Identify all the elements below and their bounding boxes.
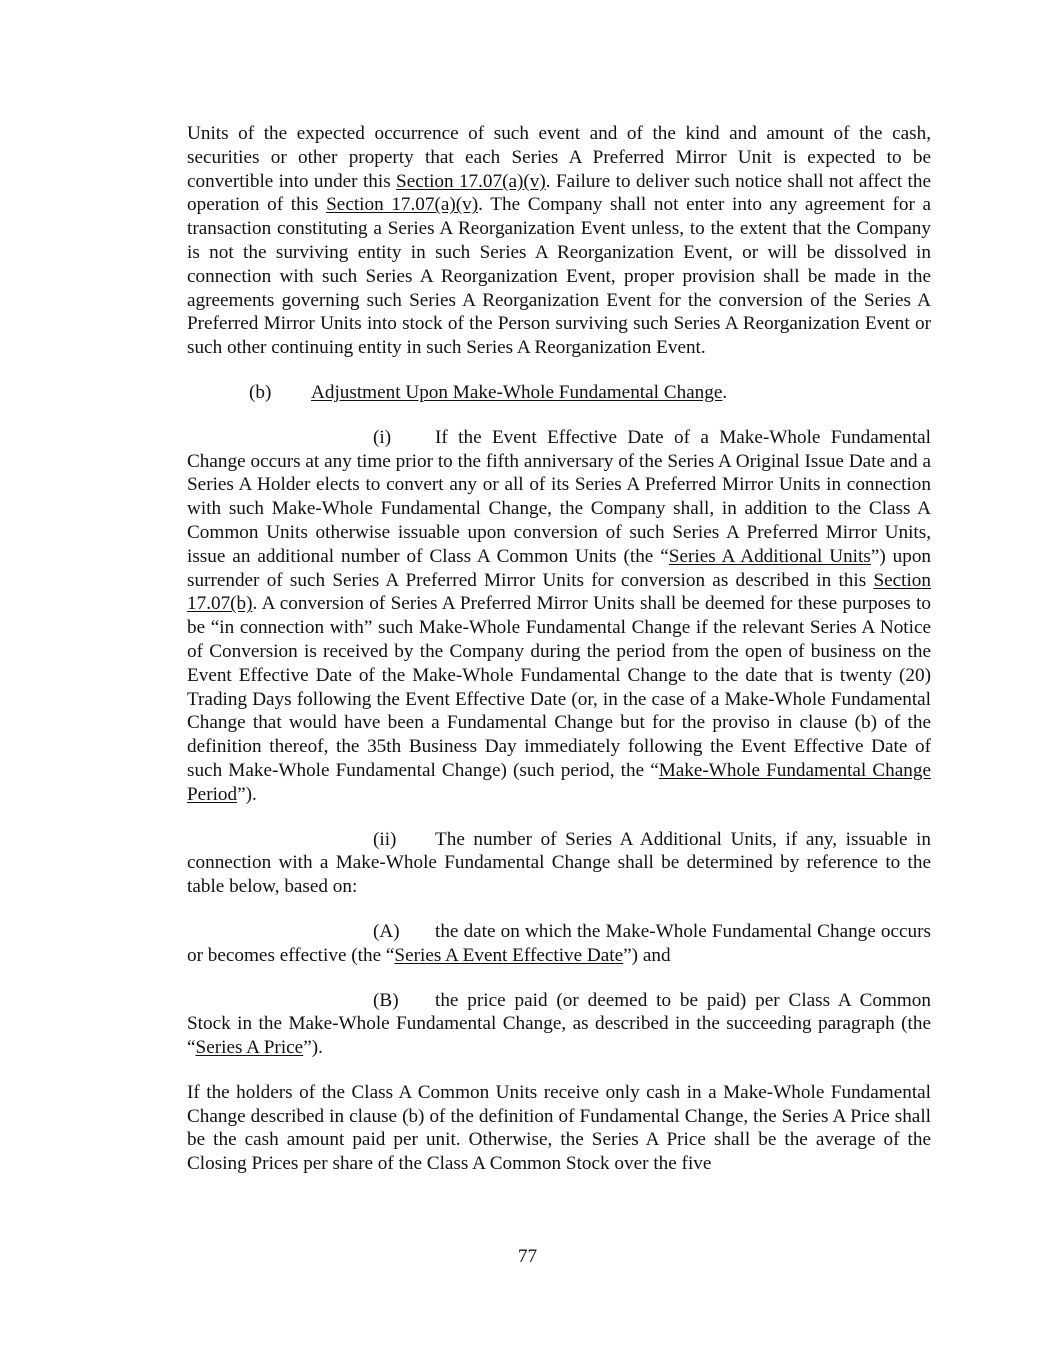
section-reference: Section 17.07(a)(v) [396, 170, 546, 192]
paragraph-text: Units of the expected occurrence of such event and of the kind and amount of the cash, securities or other property that each Series A Preferred Mirror Unit is expected to be convertible into under this [187, 123, 931, 192]
defined-term: Series A Additional Units [668, 545, 871, 567]
section-number: (b) [249, 381, 272, 403]
defined-term: Make-Whole Fundamental Change Period [187, 759, 931, 805]
paragraph-text: If the Event Effective Date of a Make-Whole Fundamental Change occurs at any time prior to the fifth anniversary of the Series A Original Issue Date and a Series A Holder elects to convert any or all of its Series A Preferred Mirror Units in connection with such Make-Whole Fundamental Change, the Company shall, in addition to the Class A Common Units otherwise issuable upon conversion of such Series A Preferred Mirror Units, issue an additional number of Class A Common Units (the “ [187, 426, 931, 567]
paragraph-text: If the holders of the Class A Common Units receive only cash in a Make-Whole Fundamental Change described in clause (b) of the definition of Fundamental Change, the Series A Price shall be the cash amount paid per unit. Otherwise, the Series A Price shall be the average of the Closing Prices per share of the Class A Common Stock over the five [187, 1081, 931, 1175]
defined-term: Series A Event Effective Date [394, 944, 624, 966]
defined-term: Series A Price [195, 1037, 304, 1059]
paragraph-text: ”) and [623, 944, 671, 966]
section-reference: Section 17.07(a)(v) [326, 194, 479, 216]
clause-number: (i) [373, 426, 392, 448]
clause-number: (B) [373, 989, 399, 1011]
paragraph-continuation [187, 122, 931, 360]
section-reference: Section 17.07(b) [187, 569, 931, 615]
paragraph-text: ”). [303, 1037, 323, 1059]
clause-A-paragraph [187, 920, 931, 968]
clause-number: (ii) [373, 828, 397, 850]
document-page [187, 122, 931, 1197]
clause-i-paragraph [187, 426, 931, 807]
page-number: 77 [517, 1246, 538, 1267]
section-title: Adjustment Upon Make-Whole Fundamental Change [311, 381, 723, 403]
clause-number: (A) [373, 920, 400, 942]
clause-B-paragraph [187, 989, 931, 1060]
paragraph-text: the price paid (or deemed to be paid) per Class A Common Stock in the Make-Whole Fundamental Change, as described in the succeeding paragraph (the “ [187, 989, 931, 1059]
paragraph-text: ”). [237, 783, 257, 805]
paragraph-text: the date on which the Make-Whole Fundamental Change occurs or becomes effective (the “ [187, 920, 931, 966]
clause-ii-paragraph [187, 828, 931, 899]
paragraph-text: ”) upon surrender of such Series A Preferred Mirror Units for conversion as described in this [187, 545, 932, 591]
paragraph-text: . The Company shall not enter into any agreement for a transaction constituting a Series A Reorganization Event unless, to the extent that the Company is not the surviving entity in such Series A Reorganization Event, or will be dissolved in connection with such Series A Reorganization Event, proper provision shall be made in the agreements governing such Series A Reorganization Event for the conversion of the Series A Preferred Mirror Units into stock of the Person surviving such Series A Reorganization Event or such other continuing entity in such Series A Reorganization Event. [187, 194, 931, 359]
paragraph-text: The number of Series A Additional Units, if any, issuable in connection with a Make-Whole Fundamental Change shall be determined by reference to the table below, based on: [187, 828, 931, 898]
paragraph-text: . Failure to deliver such notice shall not affect the operation of this [187, 170, 931, 216]
paragraph-text: . A conversion of Series A Preferred Mirror Units shall be deemed for these purposes to be “in connection with” such Make-Whole Fundamental Change if the relevant Series A Notice of Conversion is received by the Company during the period from the open of business on the Event Effective Date of the Make-Whole Fundamental Change to the date that is twenty (20) Trading Days following the Event Effective Date (or, in the case of a Make-Whole Fundamental Change that would have been a Fundamental Change but for the proviso in clause (b) of the definition thereof, the 35th Business Day immediately following the Event Effective Date of such Make-Whole Fundamental Change) (such period, the “ [187, 593, 931, 781]
final-paragraph [187, 1081, 931, 1176]
heading-punctuation: . [722, 381, 728, 403]
section-b-heading [187, 381, 931, 405]
